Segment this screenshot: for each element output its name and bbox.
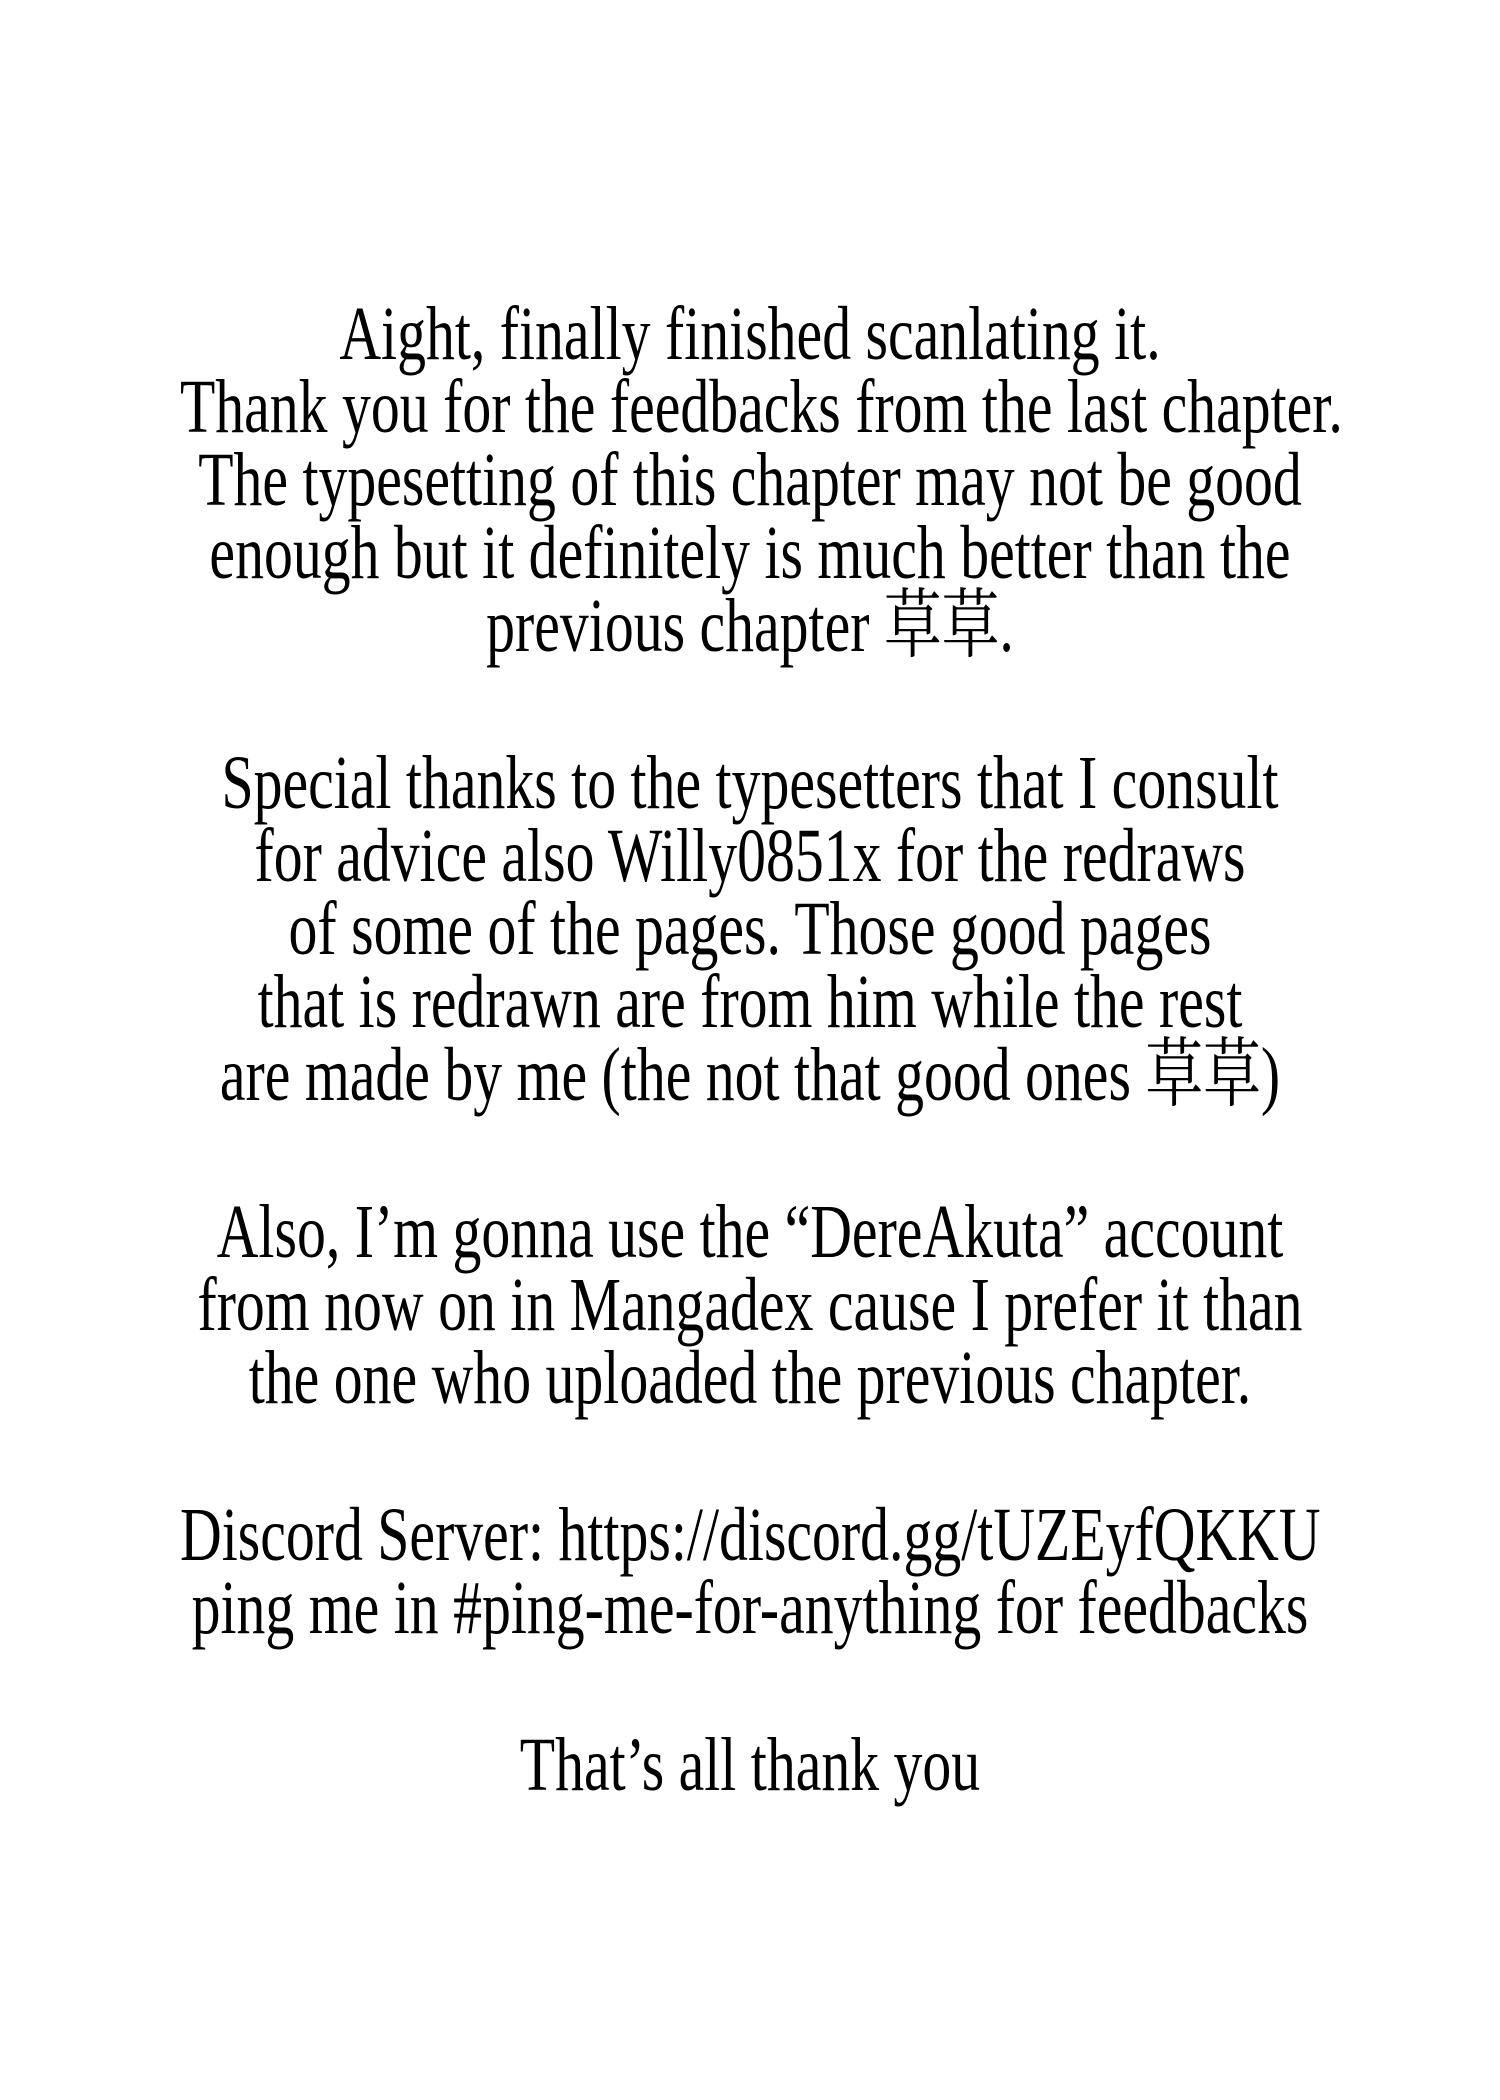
- credits-line: The typesetting of this chapter may not be good: [198, 438, 1302, 522]
- credits-line: Aight, finally finished scanlating it.: [339, 292, 1161, 376]
- credits-line: enough but it definitely is much better than the: [209, 511, 1291, 595]
- credits-paragraph-discord: [180, 1493, 1321, 1650]
- credits-paragraph-outro: [180, 1723, 1320, 1807]
- credits-line: Thank you for the feedbacks from the last chapter.: [180, 365, 1343, 449]
- discord-ping-line: ping me in #ping-me-for-anything for feedbacks: [191, 1566, 1309, 1650]
- credits-paragraph-intro: [180, 292, 1343, 668]
- credits-text-block: [180, 292, 1343, 1807]
- discord-server-line: Discord Server: https://discord.gg/tUZEyfQKKU: [180, 1493, 1321, 1577]
- credits-line: Also, I’m gonna use the “DereAkuta” account: [216, 1190, 1284, 1274]
- credits-line: Special thanks to the typesetters that I consult: [221, 741, 1279, 825]
- credits-line: previous chapter 草草.: [486, 584, 1014, 668]
- credits-line: of some of the pages. Those good pages: [288, 887, 1212, 971]
- credits-line: for advice also Willy0851x for the redraws: [254, 814, 1246, 898]
- credits-line: that is redrawn are from him while the rest: [257, 960, 1243, 1044]
- credits-line: That’s all thank you: [519, 1723, 981, 1807]
- credits-line: are made by me (the not that good ones 草草): [219, 1033, 1281, 1117]
- credits-line: the one who uploaded the previous chapter.: [248, 1336, 1252, 1420]
- credits-line: from now on in Mangadex cause I prefer it than: [197, 1263, 1303, 1347]
- credits-paragraph-account: [180, 1190, 1320, 1420]
- credits-paragraph-thanks: [180, 741, 1320, 1117]
